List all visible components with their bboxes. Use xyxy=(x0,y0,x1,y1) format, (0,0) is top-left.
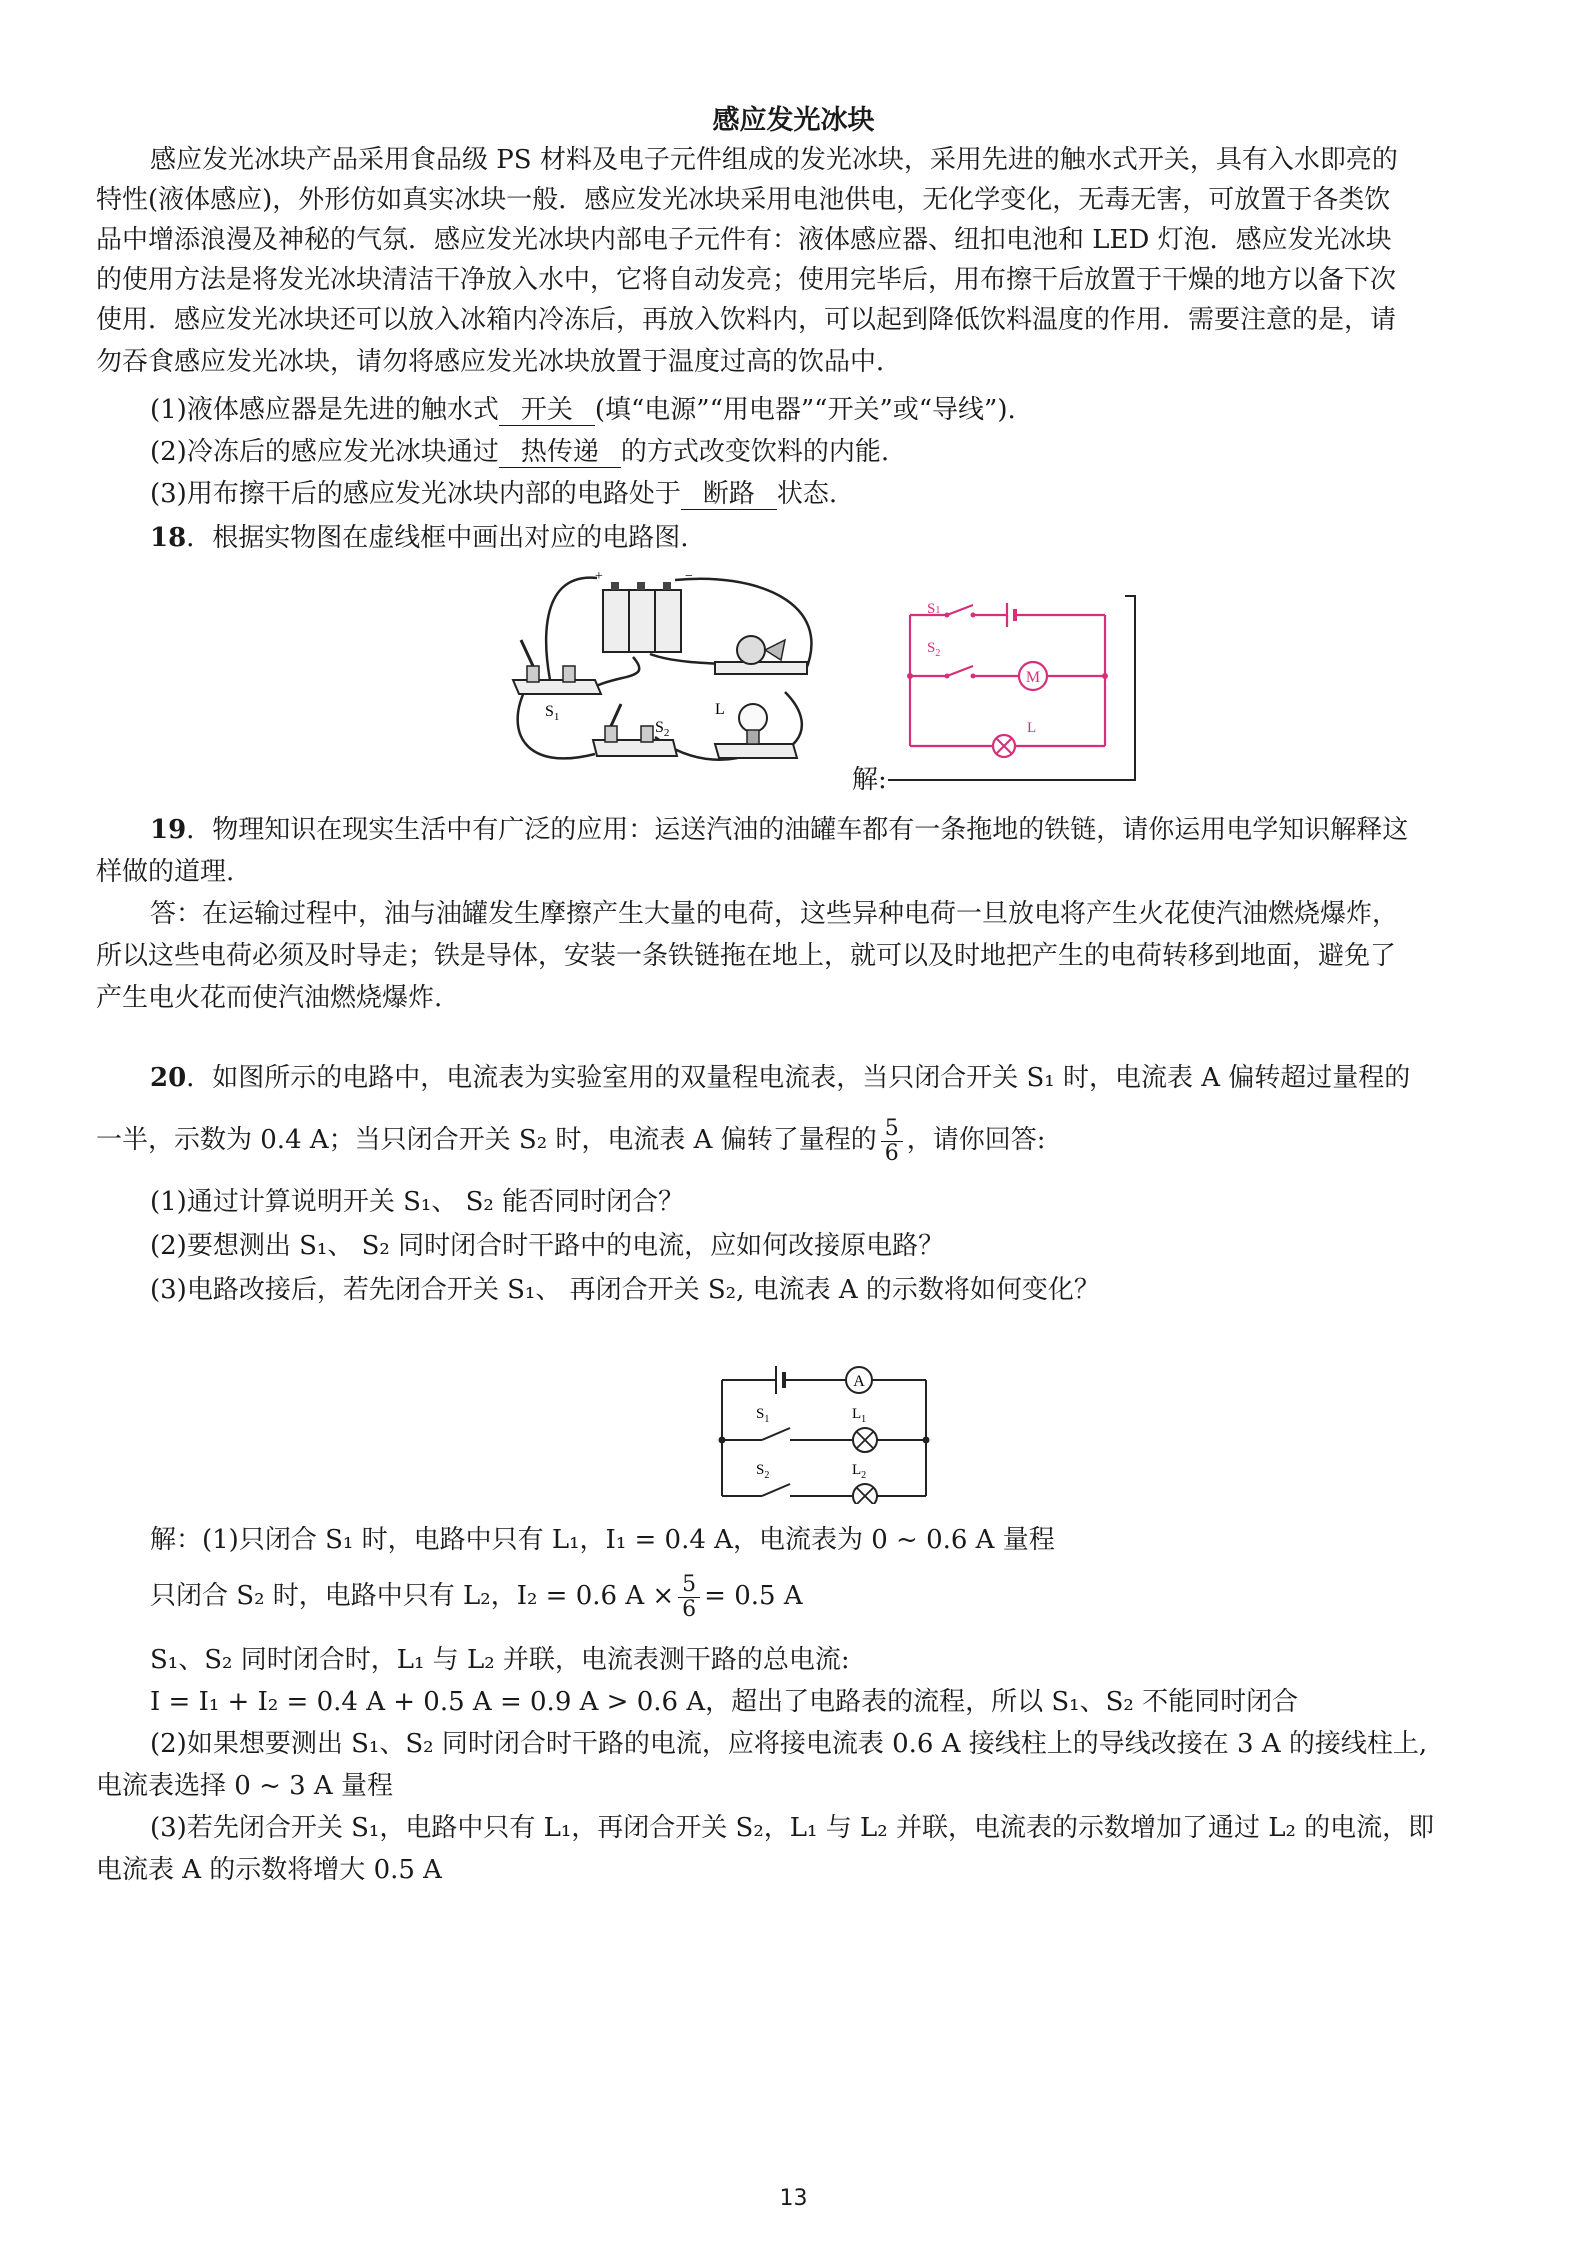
paragraph-line: 感应发光冰块产品采用食品级 PS 材料及电子元件组成的发光冰块，采用先进的触水式开关，具有入水即亮的 xyxy=(150,145,1398,175)
question-text: (3)用布擦干后的感应发光冰块内部的电路处于 xyxy=(150,479,681,509)
circuit-wires xyxy=(722,1380,926,1496)
switch-s2 xyxy=(593,704,677,756)
question-text: 的方式改变饮料的内能. xyxy=(620,437,890,467)
question-number: 20 xyxy=(150,1063,187,1093)
lamp xyxy=(715,701,797,758)
q20-prompt xyxy=(150,1058,1550,1098)
question-number: 19 xyxy=(150,815,187,845)
paragraph-line: 品中增添浪漫及神秘的气氛．感应发光冰块内部电子元件有：液体感应器、纽扣电池和 LED 灯泡．感应发光冰块 xyxy=(96,225,1392,255)
question-text: 一半，示数为 0.4 A；当只闭合开关 S₂ 时，电流表 A 偏转了量程的 xyxy=(96,1125,877,1155)
q19-answer-line: 所以这些电荷必须及时导走；铁是导体，安装一条铁链拖在地上，就可以及时地把产生的电荷转移到地面，避免了 xyxy=(96,941,1397,971)
fraction xyxy=(678,1573,700,1622)
answer-blank: 开关 xyxy=(499,395,595,426)
q20-solution-line: 解：(1)只闭合 S₁ 时，电路中只有 L₁，I₁ = 0.4 A，电流表为 0 ~ 0.6 A 量程 xyxy=(150,1525,1055,1555)
lamp-l2-symbol xyxy=(852,1462,877,1504)
diagram-battery xyxy=(1007,603,1015,627)
q19-prompt xyxy=(150,810,1550,850)
battery-symbol xyxy=(776,1366,784,1394)
ammeter-label: A xyxy=(853,1373,865,1390)
diagram-motor xyxy=(1019,662,1047,690)
solution-label: 解: xyxy=(852,765,887,795)
diagram-lamp xyxy=(993,720,1036,757)
question-text: (填“电源”“用电器”“开关”或“导线”). xyxy=(594,395,1016,425)
answer-blank: 断路 xyxy=(681,479,777,510)
q20-subquestion-1: (1)通过计算说明开关 S₁、 S₂ 能否同时闭合？ xyxy=(150,1187,685,1217)
minus-label: − xyxy=(685,569,693,584)
q20-subquestion-2: (2)要想测出 S₁、 S₂ 同时闭合时干路中的电流，应如何改接原电路？ xyxy=(150,1231,945,1261)
battery-box xyxy=(595,569,693,652)
l2-label: $L_2$ xyxy=(852,1462,867,1481)
answer-blank: 热传递 xyxy=(499,437,621,468)
answer-circuit-diagram xyxy=(905,600,1125,775)
q20-solution-line: (2)如果想要测出 S₁、S₂ 同时闭合时干路的电流，应将接电流表 0.6 A 接线柱上的导线改接在 3 A 的接线柱上, xyxy=(150,1729,1428,1759)
q20-solution-line: I = I₁ + I₂ = 0.4 A + 0.5 A = 0.9 A > 0.6 A，超出了电路表的流程，所以 S₁、S₂ 不能同时闭合 xyxy=(150,1687,1299,1717)
question-text: ．如图所示的电路中，电流表为实验室用的双量程电流表，当只闭合开关 S₁ 时，电流表 A 偏转超过量程的 xyxy=(186,1063,1411,1093)
l1-label: $L_1$ xyxy=(852,1406,867,1425)
q20-solution-line: (3)若先闭合开关 S₁，电路中只有 L₁，再闭合开关 S₂，L₁ 与 L₂ 并联，电流表的示数增加了通过 L₂ 的电流，即 xyxy=(150,1813,1435,1843)
question-2 xyxy=(150,432,1550,472)
fraction-numerator: 5 xyxy=(881,1117,903,1142)
question-text: (2)冷冻后的感应发光冰块通过 xyxy=(150,437,499,467)
q20-solution-line xyxy=(150,1568,1550,1624)
q19-answer-line: 产生电火花而使汽油燃烧爆炸. xyxy=(96,983,443,1013)
s2-label: $S_2$ xyxy=(655,719,670,739)
paragraph-line: 勿吞食感应发光冰块，请勿将感应发光冰块放置于温度过高的饮品中． xyxy=(96,347,903,377)
q20-solution-line: 电流表选择 0 ~ 3 A 量程 xyxy=(96,1771,393,1801)
circuit-apparatus-illustration xyxy=(505,562,835,782)
q20-prompt-line xyxy=(96,1112,1496,1168)
lamp-l1-symbol xyxy=(852,1406,877,1452)
s1-label: $S_1$ xyxy=(545,703,560,723)
switch-s1 xyxy=(513,640,601,723)
lamp-label: L xyxy=(715,701,725,718)
s2-label: $S_2$ xyxy=(756,1462,770,1481)
fraction-denominator: 6 xyxy=(884,1140,899,1166)
diagram-s2-label: $S_2$ xyxy=(927,640,941,659)
solution-text: = 0.5 A xyxy=(704,1581,803,1611)
motor xyxy=(715,636,807,674)
question-3 xyxy=(150,474,1550,514)
paragraph-line: 使用．感应发光冰块还可以放入冰箱内冷冻后，再放入饮料内，可以起到降低饮料温度的作用．需要注意的是，请 xyxy=(96,305,1397,335)
paragraph-line: 的使用方法是将发光冰块清洁干净放入水中，它将自动发亮；使用完毕后，用布擦干后放置于干燥的地方以备下次 xyxy=(96,265,1397,295)
q20-subquestion-3: (3)电路改接后，若先闭合开关 S₁、 再闭合开关 S₂, 电流表 A 的示数将如何变化？ xyxy=(150,1275,1100,1305)
fraction-numerator: 5 xyxy=(678,1573,700,1598)
ammeter-symbol xyxy=(846,1367,872,1393)
motor-label: M xyxy=(1025,669,1041,686)
fraction xyxy=(881,1117,903,1166)
question-1 xyxy=(150,390,1550,430)
diagram-s1-label: $S_1$ xyxy=(927,600,941,617)
q20-solution-line: 电流表 A 的示数将增大 0.5 A xyxy=(96,1855,442,1885)
article-title: 感应发光冰块 xyxy=(712,105,875,136)
question-text: ．根据实物图在虚线框中画出对应的电路图. xyxy=(186,523,689,553)
paragraph-line: 特性(液体感应)，外形仿如真实冰块一般．感应发光冰块采用电池供电，无化学变化，无毒无害，可放置于各类饮 xyxy=(96,185,1391,215)
solution-text: 只闭合 S₂ 时，电路中只有 L₂，I₂ = 0.6 A × xyxy=(150,1581,675,1611)
q19-prompt-line: 样做的道理. xyxy=(96,857,235,887)
q18-prompt xyxy=(150,518,1550,558)
question-text: ．物理知识在现实生活中有广泛的应用：运送汽油的油罐车都有一条拖地的铁链，请你运用电学知识解释这 xyxy=(186,815,1409,845)
plus-label: + xyxy=(595,569,603,584)
question-text: (1)液体感应器是先进的触水式 xyxy=(150,395,499,425)
q19-answer-line: 答：在运输过程中，油与油罐发生摩擦产生大量的电荷，这些异种电荷一旦放电将产生火花使汽油燃烧爆炸， xyxy=(150,899,1399,929)
s1-label: $S_1$ xyxy=(756,1406,770,1425)
page-number: 13 xyxy=(779,2186,808,2211)
lamp-label: L xyxy=(1027,720,1037,736)
q20-circuit-diagram xyxy=(710,1356,940,1504)
question-text: 状态. xyxy=(776,479,838,509)
question-text: ，请你回答: xyxy=(906,1125,1046,1155)
q20-solution-line: S₁、S₂ 同时闭合时，L₁ 与 L₂ 并联，电流表测干路的总电流: xyxy=(150,1645,850,1675)
question-number: 18 xyxy=(150,523,187,553)
fraction-denominator: 6 xyxy=(682,1596,697,1622)
